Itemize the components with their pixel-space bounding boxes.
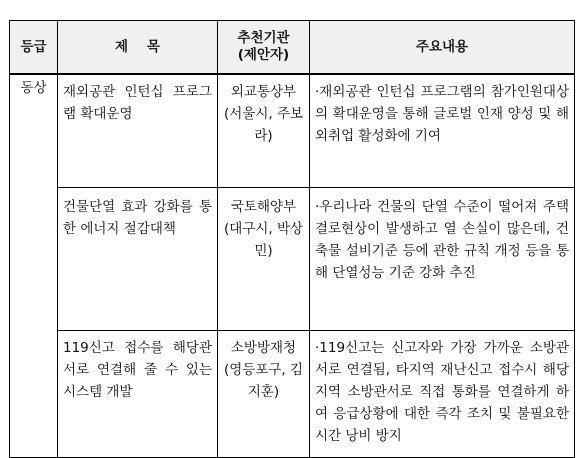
- header-title: [58, 21, 218, 75]
- row-org-person: (서울시, 주보라): [223, 106, 304, 144]
- header-grade: 등급: [10, 21, 58, 75]
- row-org: [218, 74, 310, 188]
- row-content: ·재외공관 인턴십 프로그램의 참가인원대상의 확대운영을 통해 글로벌 인재 양성 및 해외취업 활성화에 기여: [310, 74, 575, 188]
- row-title: 건물단열 효과 강화를 통한 에너지 절감대책: [58, 188, 218, 331]
- grade-cell: 동상: [10, 74, 58, 458]
- row-org-name: 국토해양부: [230, 199, 297, 215]
- row-org: [218, 331, 310, 458]
- row-org-person: (영등포구, 김지훈): [223, 362, 304, 400]
- header-title-label: 제 목: [115, 38, 160, 55]
- header-org-line2: (제안자): [237, 47, 290, 63]
- table-header-row: [10, 21, 575, 75]
- row-title: 119신고 접수를 해당관서로 연결해 줄 수 있는 시스템 개발: [58, 331, 218, 458]
- row-title: 재외공관 인턴십 프로그램 확대운영: [58, 74, 218, 188]
- header-org-line1: 추천기관: [237, 30, 290, 46]
- row-content: ·119신고는 신고자와 가장 가까운 소방관서로 연결됨, 타지역 재난신고 접수시 해당지역 소방관서로 직접 통화를 연결하게 하여 응급상황에 대한 즉각 조치 및 불필요한 시간 낭비 방지: [310, 331, 575, 458]
- row-org-name: 외교통상부: [230, 84, 297, 100]
- header-content: 주요내용: [310, 21, 575, 75]
- table-row: [10, 331, 575, 458]
- table-row: [10, 74, 575, 188]
- award-table: [9, 20, 575, 458]
- row-org: [218, 188, 310, 331]
- row-content: ·우리나라 건물의 단열 수준이 떨어져 주택 결로현상이 발생하고 열 손실이 많은데, 건축물 설비기준 등에 관한 규칙 개정 등을 통해 단열성능 기준 강화 추진: [310, 188, 575, 331]
- table-row: [10, 188, 575, 331]
- header-org: [218, 21, 310, 75]
- row-org-name: 소방방재청: [230, 340, 297, 356]
- row-org-person: (대구시, 박상민): [223, 221, 304, 259]
